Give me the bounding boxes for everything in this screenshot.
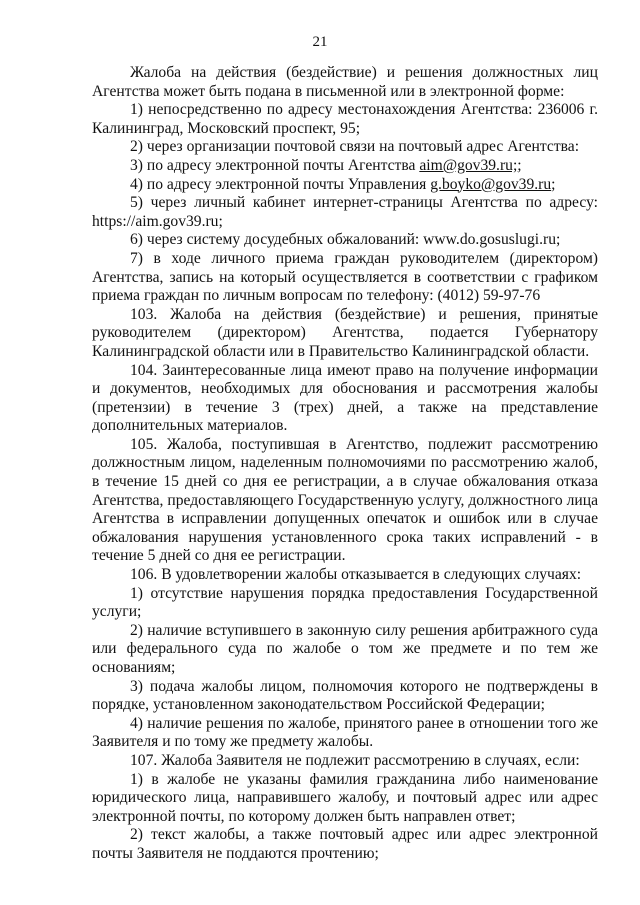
list-item-agency-address: 1) непосредственно по адресу местонахождения Агентства: 236006 г. Калининград, Московский проспект, 95;: [92, 101, 598, 137]
list-item-agency-email: [92, 157, 598, 176]
paragraph-106-item-2: 2) наличие вступившего в законную силу решения арбитражного суда или федерального суда по жалобе о том же предмете и по тем же основаниям;: [92, 621, 598, 676]
paragraph-complaint-intro: Жалоба на действия (бездействие) и решения должностных лиц Агентства может быть подана в письменной или в электронной форме:: [92, 64, 598, 100]
page-number: 21: [312, 34, 328, 50]
list-item-department-email: [92, 176, 598, 195]
list-item-pretrial-system: 6) через систему досудебных обжалований: www.do.gosuslugi.ru;: [130, 231, 561, 249]
paragraph-105: 105. Жалоба, поступившая в Агентство, подлежит рассмотрению должностным лицом, наделенным полномочиями по рассмотрению жалоб, в течение 15 дней со дня ее регистрации, а в случае обжалования отказа Агентства, предоставляющего Государственную услугу, должностного лица Агентства в исправлении допущенных опечаток и ошибок или в случае обжалования нарушения установленного срока таких исправлений - в течение 5 дней со дня ее регистрации.: [92, 435, 598, 565]
department-email-suffix: ;: [551, 175, 556, 193]
paragraph-106-item-1: 1) отсутствие нарушения порядка предоставления Государственной услуги;: [92, 584, 598, 621]
paragraph-107-item-2: 2) текст жалобы, а также почтовый адрес или адрес электронной почты Заявителя не поддаются прочтению;: [92, 826, 598, 862]
paragraph-104: 104. Заинтересованные лица имеют право на получение информации и документов, необходимых для обоснования и рассмотрения жалобы (претензии) в течение 3 (трех) дней, а также на представление дополнительных материалов.: [92, 361, 598, 435]
department-email-prefix: 4) по адресу электронной почты Управления: [130, 175, 431, 193]
paragraph-106-item-3: 3) подача жалобы лицом, полномочия которого не подтверждены в порядке, установленном законодательством Российской Федерации;: [92, 677, 598, 714]
paragraph-107: 107. Жалоба Заявителя не подлежит рассмотрению в случаях, если:: [130, 751, 580, 769]
paragraph-103: 103. Жалоба на действия (бездействие) и решения, принятые руководителем (директором) Агентства, подается Губернатору Калининградской области или в Правительство Калининградской области.: [92, 305, 598, 360]
department-email-link[interactable]: g.boyko@gov39.ru: [430, 175, 552, 193]
agency-email-suffix: ;: [517, 156, 522, 174]
list-item-personal-reception: 7) в ходе личного приема граждан руководителем (директором) Агентства, запись на который осуществляется в соответствии с графиком приема граждан по личным вопросам по телефону: (4012) 59-97-76: [92, 249, 598, 305]
paragraph-106-item-4: 4) наличие решения по жалобе, принятого ранее в отношении того же Заявителя и по тому же предмету жалобы.: [92, 714, 598, 751]
paragraph-107-item-1: 1) в жалобе не указаны фамилия гражданина либо наименование юридического лица, направившего жалобу, и почтовый адрес или адрес электронной почты, по которому должен быть направлен ответ;: [92, 770, 598, 825]
list-item-personal-cabinet: 5) через личный кабинет интернет-страницы Агентства по адресу: https://aim.gov39.ru;: [92, 194, 598, 230]
paragraph-106: 106. В удовлетворении жалобы отказывается в следующих случаях:: [130, 566, 582, 584]
list-item-postal: 2) через организации почтовой связи на почтовый адрес Агентства:: [130, 138, 580, 156]
agency-email-link[interactable]: aim@gov39.ru;: [419, 156, 518, 174]
document-body: [92, 64, 598, 864]
agency-email-prefix: 3) по адресу электронной почты Агентства: [130, 156, 420, 174]
